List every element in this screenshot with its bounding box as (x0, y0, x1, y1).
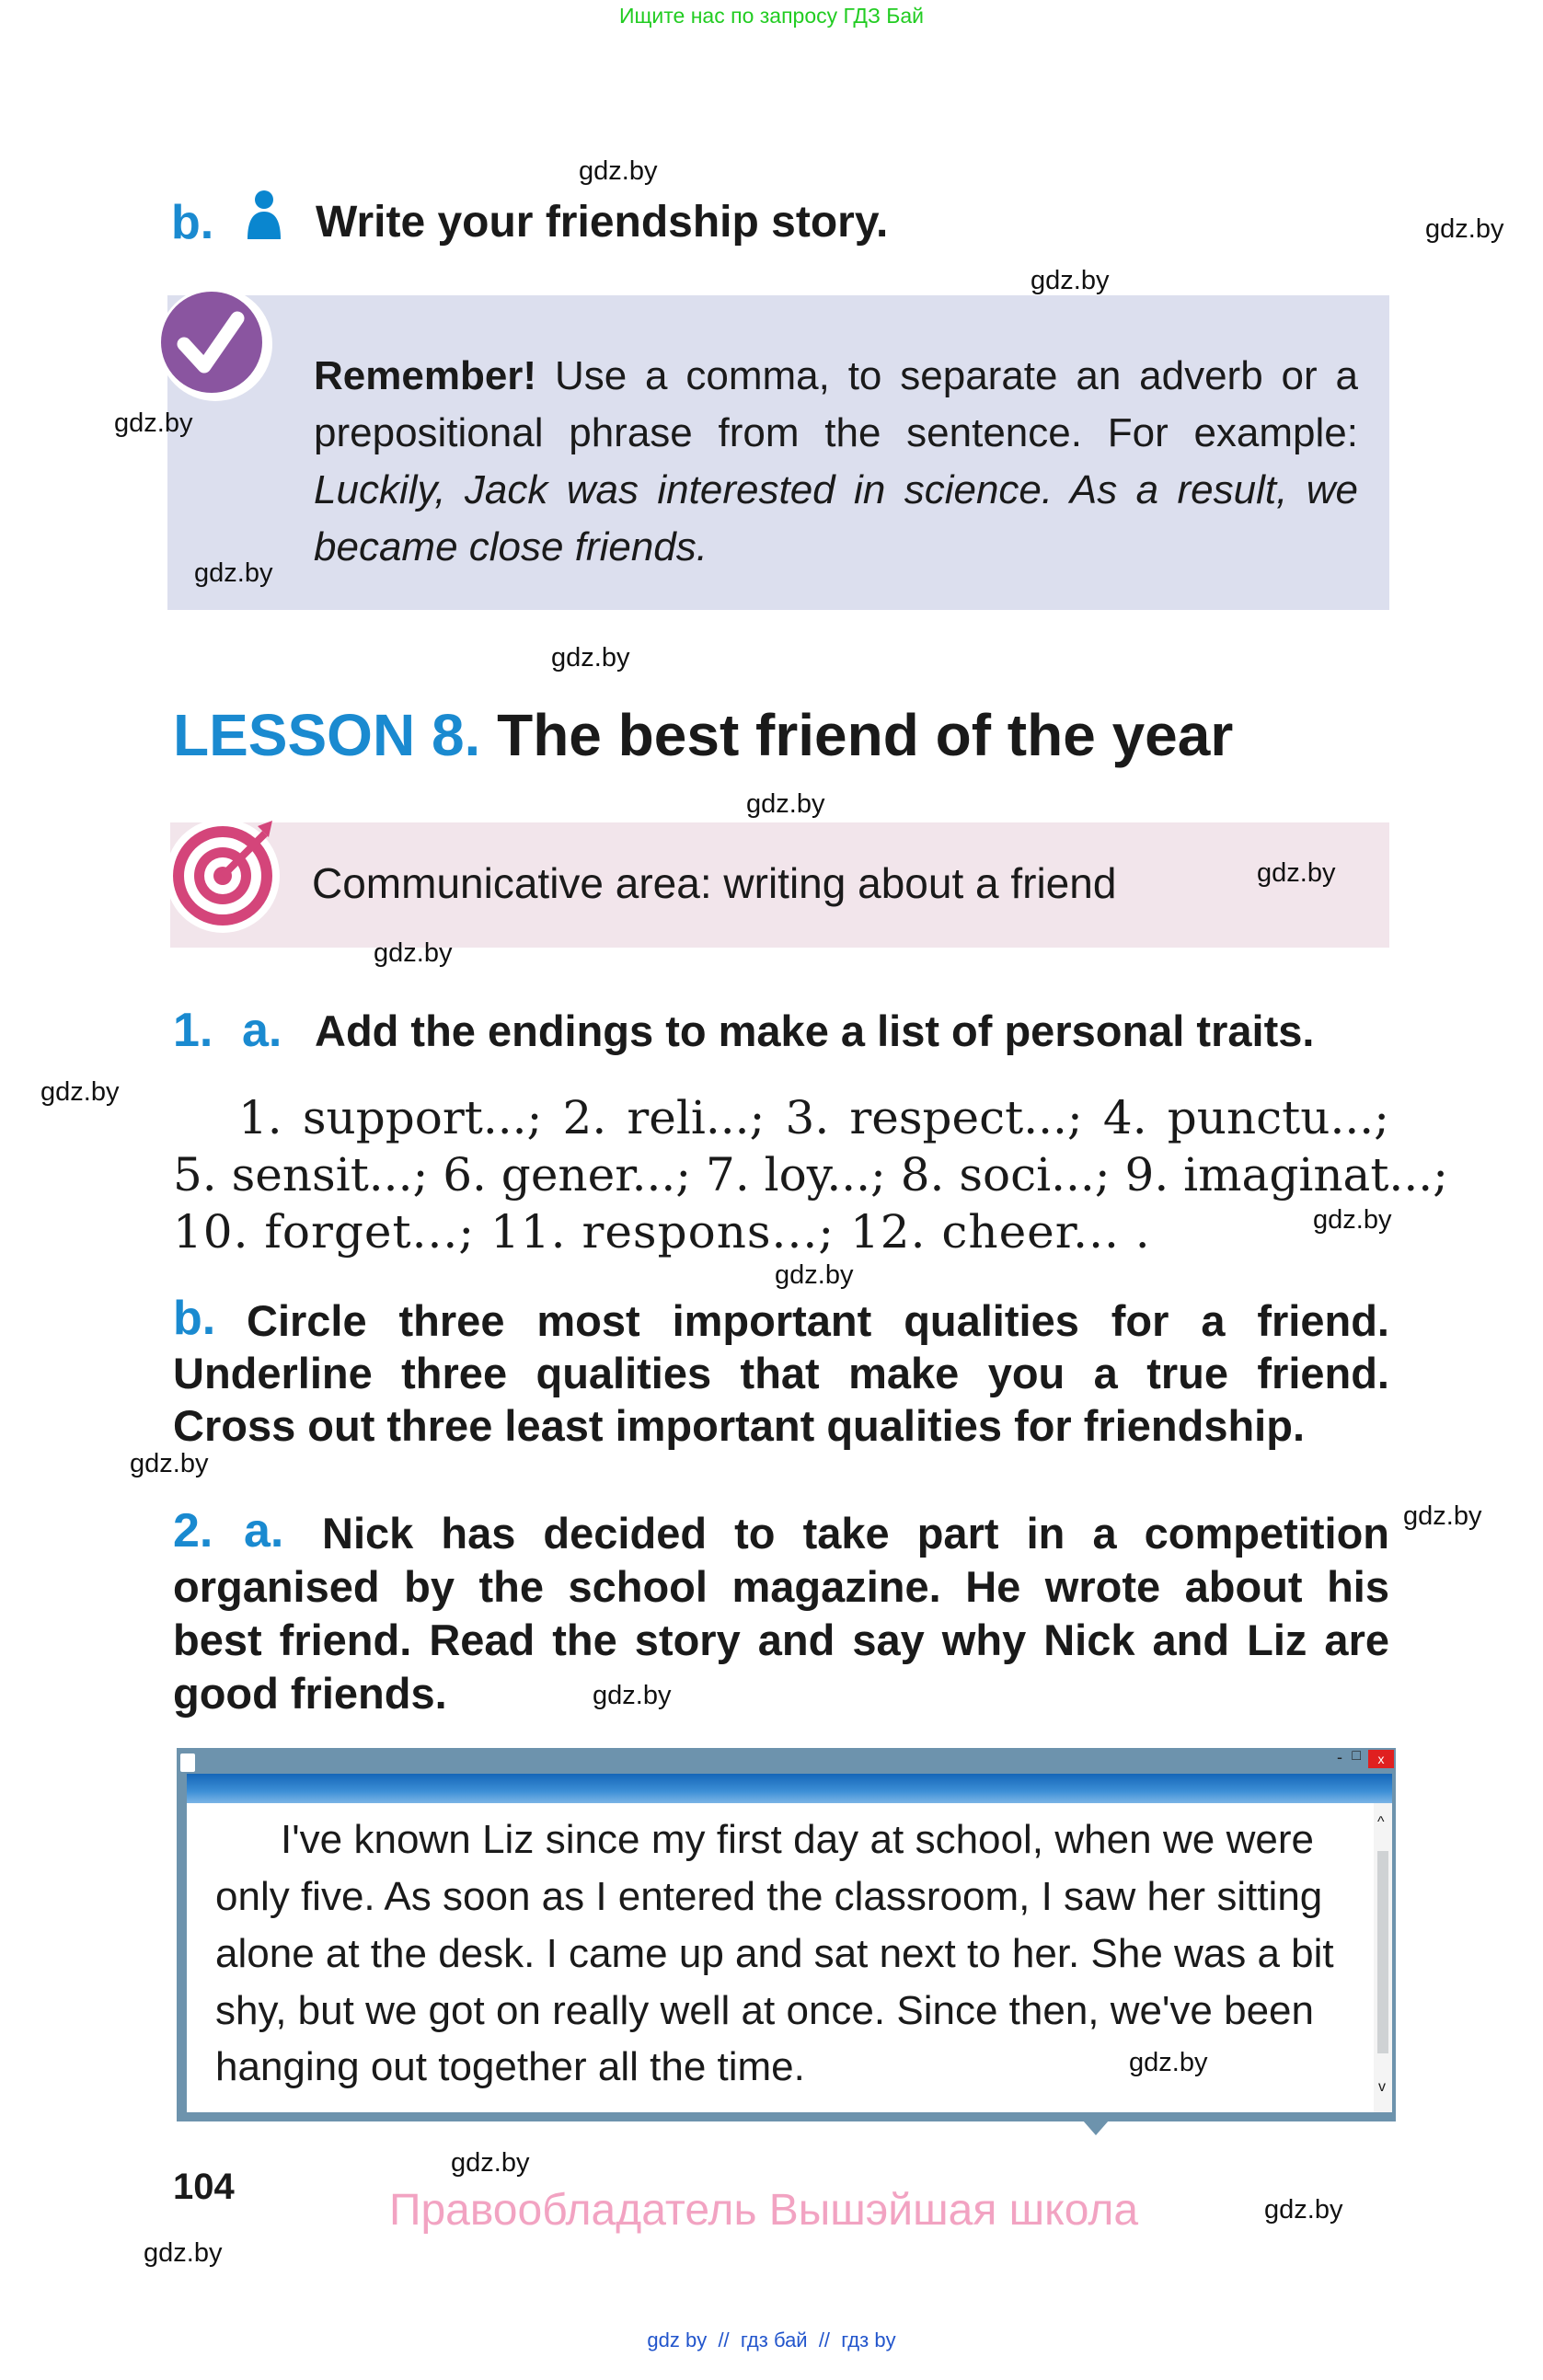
watermark: gdz.by (551, 643, 630, 673)
footer-links[interactable]: gdz by // гдз бай // гдз by (647, 2328, 896, 2351)
window-icon (180, 1753, 195, 1772)
watermark: gdz.by (144, 2238, 223, 2268)
watermark: gdz.by (194, 558, 273, 588)
watermark: gdz.by (1313, 1205, 1392, 1235)
watermark: gdz.by (746, 789, 825, 819)
watermark: gdz.by (1129, 2048, 1208, 2077)
ex2-line: best friend. Read the story and say why Nick and Liz are (173, 1615, 1389, 1664)
minimize-button[interactable]: - (1337, 1748, 1342, 1766)
watermark: gdz.by (579, 156, 658, 186)
remember-example: Luckily, Jack was interested in science. As a result, we (314, 467, 1358, 512)
watermark: gdz.by (1264, 2195, 1343, 2225)
person-icon (245, 190, 283, 239)
ex2-line: Nick has decided to take part in a competition (322, 1509, 1389, 1558)
scrollbar[interactable] (1374, 1803, 1392, 2112)
watermark: gdz.by (40, 1077, 120, 1107)
remember-line: Remember! Use a comma, to separate an adverb or a (314, 353, 1358, 398)
ex1-title: Add the endings to make a list of personal traits. (315, 1006, 1315, 1055)
ex2-line: organised by the school magazine. He wrote about his (173, 1562, 1389, 1611)
task-title: Write your friendship story. (316, 198, 889, 247)
check-circle-icon (156, 285, 274, 403)
ex1-number: 1. (173, 1004, 213, 1057)
traits-line: 1. support...; 2. reli...; 3. respect...; 4. punctu...; (238, 1091, 1389, 1144)
watermark: gdz.by (1425, 214, 1504, 244)
window-header-band (187, 1774, 1392, 1803)
story-line: only five. As soon as I entered the classroom, I saw her sitting (215, 1874, 1323, 1919)
traits-line: 10. forget...; 11. respons...; 12. cheer... . (173, 1205, 1151, 1259)
ex1-b-line: Cross out three least important qualities for friendship. (173, 1401, 1306, 1450)
story-line: hanging out together all the time. (215, 2044, 805, 2089)
ex2-line: good friends. (173, 1669, 447, 1718)
ex1-b-line: Underline three qualities that make you a true friend. (173, 1349, 1389, 1397)
watermark: gdz.by (130, 1449, 209, 1478)
story-line: shy, but we got on really well at once. Since then, we've been (215, 1988, 1314, 2033)
task-letter: b. (171, 196, 214, 249)
top-banner[interactable]: Ищите нас по запросу ГДЗ Бай (618, 4, 925, 28)
traits-line: 5. sensit...; 6. gener...; 7. loy...; 8. soci...; 9. imaginat...; (173, 1148, 1448, 1201)
close-button[interactable]: x (1368, 1750, 1394, 1768)
lesson-title: The best friend of the year (497, 702, 1234, 768)
watermark: gdz.by (451, 2148, 530, 2178)
copyright: Правообладатель Вышэйшая школа (388, 2186, 1139, 2235)
watermark: gdz.by (775, 1260, 854, 1290)
page-number: 104 (173, 2167, 235, 2207)
remember-example: became close friends. (314, 524, 708, 569)
scroll-down-button[interactable]: v (1378, 2079, 1386, 2095)
lesson-number: LESSON 8. (173, 702, 481, 768)
watermark: gdz.by (1403, 1501, 1482, 1531)
target-icon (166, 815, 285, 935)
remember-label: Remember! (314, 353, 537, 398)
communicative-text: Communicative area: writing about a friend (312, 859, 1117, 907)
watermark: gdz.by (593, 1681, 672, 1710)
scroll-thumb[interactable] (1377, 1851, 1388, 2053)
speech-tail (1083, 2121, 1109, 2135)
lesson-heading (173, 701, 1233, 769)
ex1-b-line: Circle three most important qualities for a friend. (247, 1296, 1389, 1345)
ex1-letter-b: b. (173, 1292, 216, 1345)
ex2-letter-a: a. (244, 1504, 284, 1558)
scroll-up-button[interactable]: ^ (1377, 1814, 1385, 1830)
ex1-letter-a: a. (242, 1004, 282, 1057)
watermark: gdz.by (114, 408, 193, 438)
remember-line: prepositional phrase from the sentence. For example: (314, 410, 1358, 455)
maximize-button[interactable]: □ (1352, 1748, 1361, 1764)
watermark: gdz.by (374, 938, 453, 968)
story-line: alone at the desk. I came up and sat next to her. She was a bit (215, 1931, 1334, 1976)
watermark: gdz.by (1031, 266, 1110, 295)
ex2-number: 2. (173, 1504, 213, 1558)
story-line: I've known Liz since my first day at school, when we were (281, 1817, 1314, 1862)
watermark: gdz.by (1257, 858, 1336, 888)
